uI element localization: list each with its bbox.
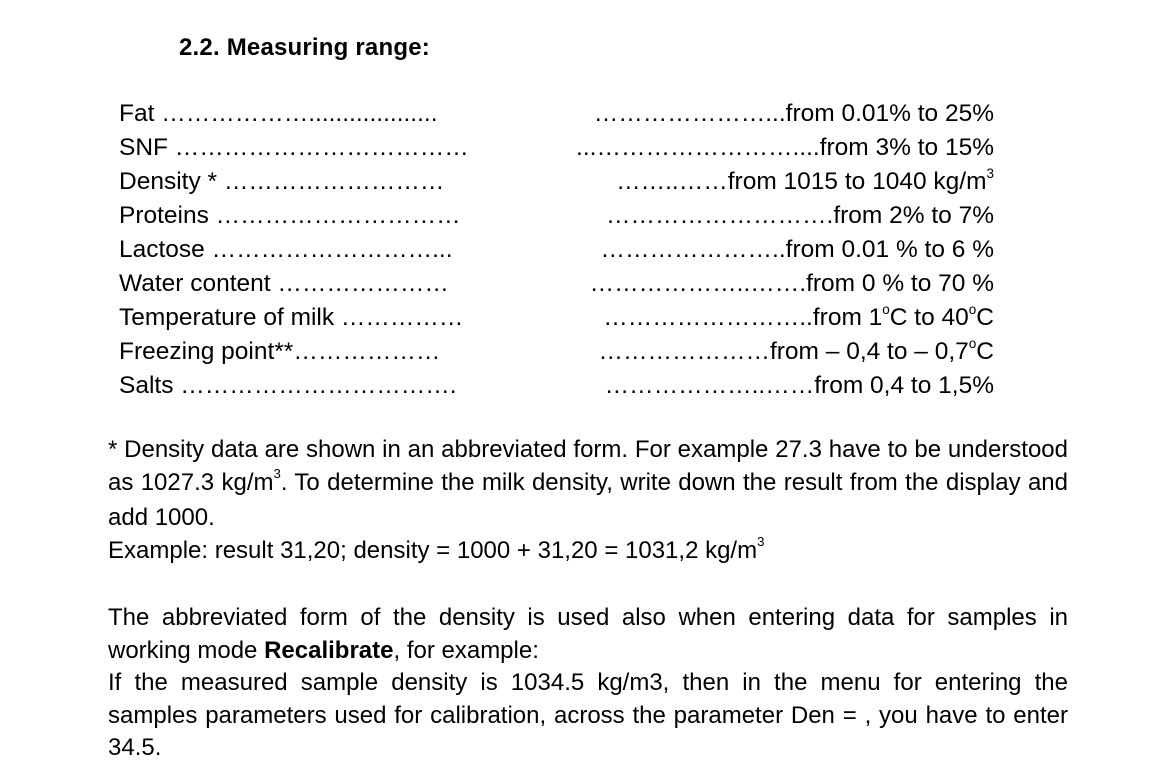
recalibrate-mode-label: Recalibrate [264,636,394,664]
range-row-proteins [0,199,1174,233]
param-label: Proteins ………………………… [119,202,461,229]
range-row-density [0,165,1174,199]
density-footnote: * Density data are shown in an abbreviated form. For example 27.3 have to be understood as 1027.3 $kg/m^3$. To determine the milk density, write down the result from the display and add 1000. [108,436,1068,531]
range-row-snf [0,131,1174,165]
param-label: Fat ………………................... [119,100,438,127]
param-label: Freezing point**……………… [119,338,441,365]
range-value: ………………..…….from 0 % to 70 % [589,270,994,297]
range-row-lactose [0,233,1174,267]
param-label: Density * ……………………… [119,168,445,195]
notes-section [108,434,1068,765]
range-row-fat [0,97,1174,131]
range-value: …………………..from 0.01 % to 6 % [600,236,994,263]
range-value: ……………………..from 1$^o$C to 40$^o$C [603,301,994,331]
recalibrate-paragraph: The abbreviated form of the density is used also when entering data for samples in working mode Recalibrate, for example: [108,604,1068,664]
range-row-salts [0,369,1174,403]
param-label: Water content ………………… [119,270,449,297]
range-row-water-content [0,267,1174,301]
range-value: ……..……from 1015 to 1040 $kg/m^3$ [616,165,994,195]
param-label: Temperature of milk …………… [119,304,464,331]
recalibrate-example: If the measured sample density is 1034.5 kg/m3, then in the menu for entering the samples parameters used for calibration, across the parameter Den = , you have to enter 34.5. [108,669,1068,761]
section-heading: 2.2. Measuring range: [179,34,430,61]
range-value: …………………...from 0.01% to 25% [593,100,994,127]
range-value: ………………..……from 0,4 to 1,5% [604,372,994,399]
range-row-freezing-point [0,335,1174,369]
range-value: ...……………………....from 3% to 15% [576,134,994,161]
param-label: Lactose ………………………... [119,236,453,263]
range-value: ……………………….from 2% to 7% [606,202,994,229]
param-label: Salts ……………………………. [119,372,457,399]
range-value: …………………from – 0,4 to – 0,7$^o$C [598,335,994,365]
density-example: Example: result 31,20; density = 1000 + 31,20 = 1031,2 $kg/m^3$ [108,534,765,564]
param-label: SNF ……………………………… [119,134,469,161]
paragraph-spacer [108,570,1068,602]
range-row-temperature [0,301,1174,335]
